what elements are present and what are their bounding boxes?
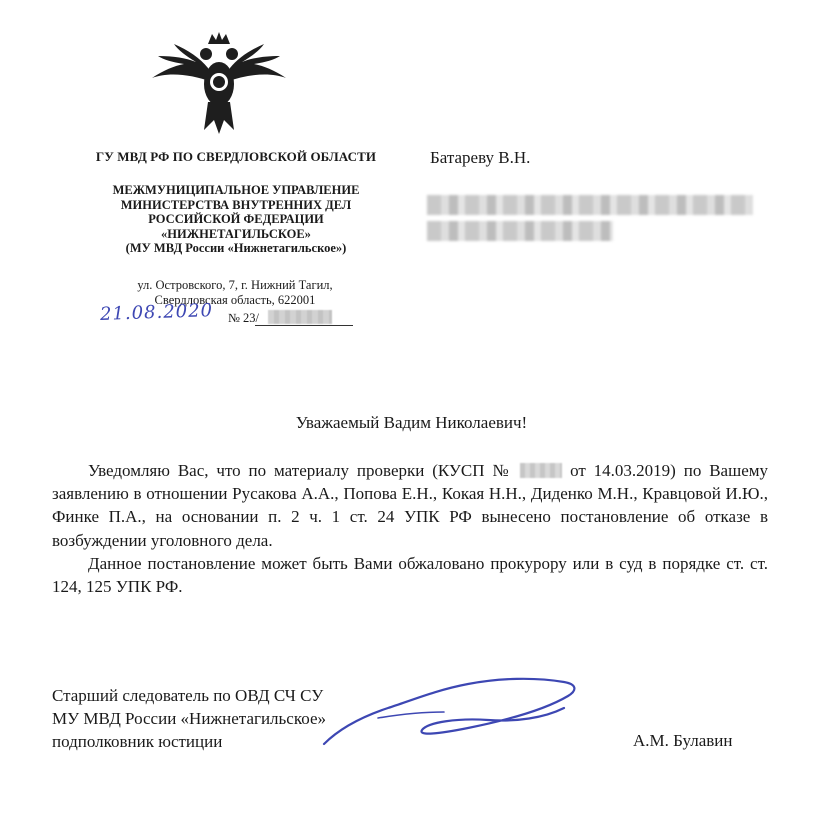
signature-block	[52, 684, 326, 753]
address-line: Свердловская область, 622001	[154, 293, 316, 307]
redacted-kusp-number	[520, 463, 562, 478]
paragraph-1-start: Уведомляю Вас, что по материалу проверки (КУСП №	[88, 461, 513, 480]
paragraph-1	[52, 459, 768, 552]
address-line: ул. Островского, 7, г. Нижний Тагил,	[137, 278, 333, 292]
salutation: Уважаемый Вадим Николаевич!	[295, 413, 528, 432]
signer-name: А.М. Булавин	[633, 731, 733, 750]
outgoing-number-prefix: № 23/	[228, 311, 260, 325]
addressee-name: Батареву В.Н.	[430, 148, 531, 167]
org-line: «НИЖНЕТАГИЛЬСКОЕ»	[161, 226, 311, 241]
org-line: МЕЖМУНИЦИПАЛЬНОЕ УПРАВЛЕНИЕ	[112, 183, 360, 197]
redacted-address	[427, 195, 753, 243]
number-underline	[255, 325, 353, 326]
org-line: РОССИЙСКОЙ ФЕДЕРАЦИИ	[148, 212, 324, 226]
paragraph-2: Данное постановление может быть Вами обжаловано прокурору или в суд в порядке ст. ст. 124, 125 УПК РФ.	[52, 553, 768, 597]
handwritten-signature	[318, 660, 580, 752]
organization-name	[80, 183, 392, 256]
redacted-number	[268, 310, 332, 324]
signer-department: МУ МВД России «Нижнетагильское»	[52, 709, 326, 728]
org-line: МИНИСТЕРСТВА ВНУТРЕННИХ ДЕЛ	[120, 197, 352, 212]
letter-body	[52, 459, 768, 598]
org-line: (МУ МВД России «Нижнетагильское»)	[125, 241, 347, 255]
signer-rank: подполковник юстиции	[52, 732, 223, 751]
handwritten-date: 21.08.2020	[99, 300, 214, 325]
ministry-header: ГУ МВД РФ ПО СВЕРДЛОВСКОЙ ОБЛАСТИ	[95, 149, 377, 164]
signer-position: Старший следователь по ОВД СЧ СУ	[52, 686, 324, 705]
paragraph-1-end: от 14.03.2019) по Вашему заявлению в отношении Русакова А.А., Попова Е.Н., Кокая Н.Н., Диденко М.Н., Кравцовой И.Ю., Финке П.А., на основании п. 2 ч. 1 ст. 24 УПК РФ вынесено постановление об отказе в возбуждении уголовного дела.	[52, 461, 769, 550]
eagle-emblem-icon	[150, 30, 288, 136]
